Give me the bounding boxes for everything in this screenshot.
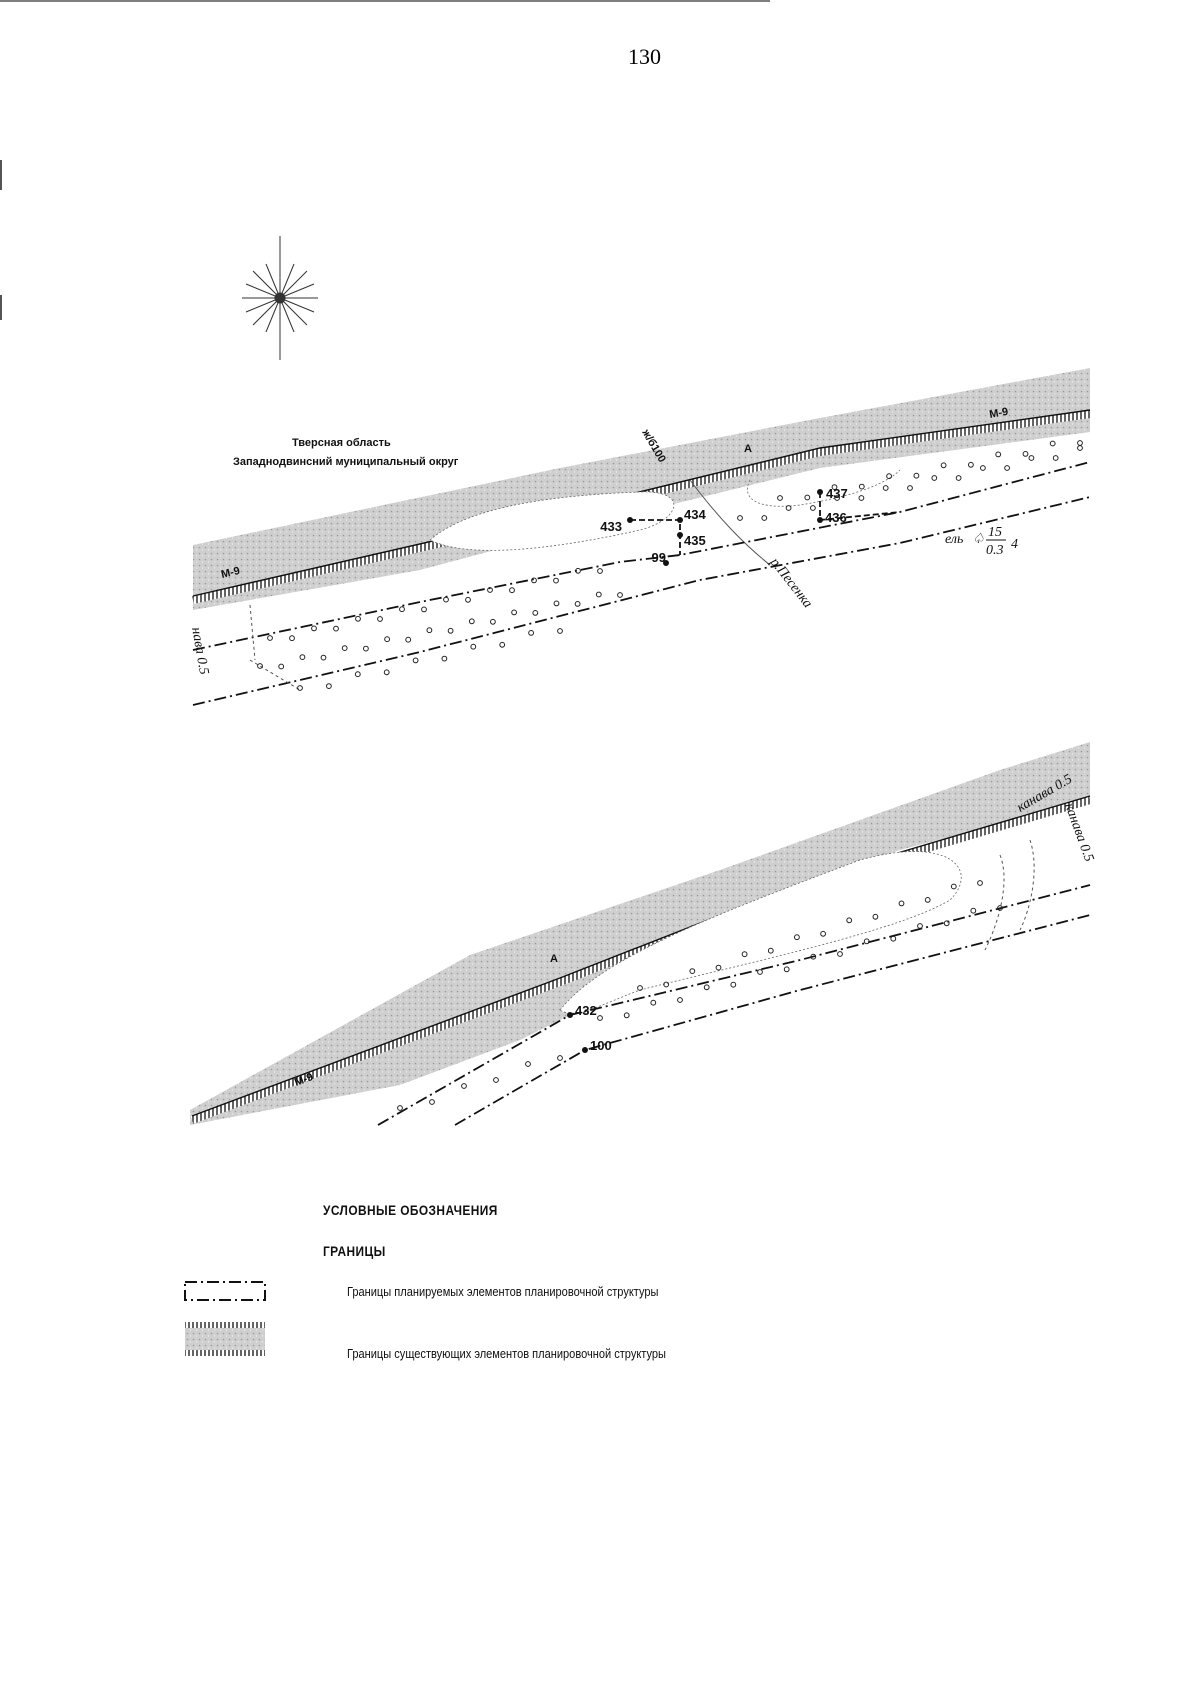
- vegetation-marker: [554, 578, 559, 583]
- road-label: М-9: [292, 1071, 315, 1089]
- vegetation-marker: [327, 684, 332, 689]
- ditch-label: канава 0.5: [1014, 771, 1075, 816]
- vegetation-marker: [762, 516, 767, 521]
- point-label-99: 99: [651, 550, 666, 565]
- ditch-label: нава 0.5: [188, 626, 212, 676]
- vegetation-marker: [575, 602, 580, 607]
- vegetation-marker: [956, 476, 961, 481]
- vegetation-marker: [738, 516, 743, 521]
- vegetation-marker: [981, 466, 986, 471]
- point-label-432: 432: [575, 1003, 597, 1018]
- vegetation-marker: [651, 1000, 656, 1005]
- vegetation-marker: [342, 646, 347, 651]
- vegetation-marker: [598, 1016, 603, 1021]
- vegetation-marker: [355, 672, 360, 677]
- ditch-label: канава 0.5: [1061, 801, 1097, 864]
- vegetation-marker: [704, 985, 709, 990]
- vegetation-marker: [312, 626, 317, 631]
- vegetation-marker: [1053, 456, 1058, 461]
- vegetation-marker: [1050, 441, 1055, 446]
- vegetation-marker: [427, 628, 432, 633]
- legend-title: УСЛОВНЫЕ ОБОЗНАЧЕНИЯ: [323, 1202, 498, 1218]
- vegetation-marker: [891, 936, 896, 941]
- survey-point: [582, 1047, 588, 1053]
- survey-point: [627, 517, 633, 523]
- tree-icon: ♤: [972, 532, 985, 547]
- vegetation-marker: [618, 593, 623, 598]
- vegetation-marker: [462, 1084, 467, 1089]
- vegetation-marker: [778, 496, 783, 501]
- vegetation-marker: [678, 998, 683, 1003]
- vegetation-marker: [384, 670, 389, 675]
- legend-symbol-planned: [185, 1282, 265, 1300]
- point-label-434: 434: [684, 507, 706, 522]
- road-label: М-9: [988, 405, 1010, 421]
- vegetation-marker: [400, 607, 405, 612]
- vegetation-marker: [784, 967, 789, 972]
- vegetation-marker: [596, 592, 601, 597]
- vegetation-marker: [290, 636, 295, 641]
- survey-point: [817, 517, 823, 523]
- map-top: [188, 368, 1090, 705]
- river-label: р.Песенка: [766, 555, 816, 611]
- tree-count: 4: [1011, 537, 1018, 552]
- vegetation-marker: [298, 686, 303, 691]
- page-number: 130: [628, 44, 661, 69]
- vegetation-marker: [1005, 466, 1010, 471]
- vegetation-marker: [321, 655, 326, 660]
- vegetation-marker: [914, 473, 919, 478]
- vegetation-marker: [526, 1062, 531, 1067]
- vegetation-marker: [932, 476, 937, 481]
- vegetation-marker: [859, 496, 864, 501]
- region-label: Тверсная область: [292, 437, 391, 449]
- vegetation-marker: [378, 617, 383, 622]
- vegetation-marker: [786, 506, 791, 511]
- vegetation-marker: [1023, 452, 1028, 457]
- vegetation-marker: [887, 474, 892, 479]
- vegetation-marker: [996, 452, 1001, 457]
- vegetation-marker: [805, 495, 810, 500]
- legend-label-planned: Границы планируемых элементов планировочной структуры: [347, 1284, 659, 1299]
- vegetation-marker: [864, 939, 869, 944]
- vegetation-marker: [918, 924, 923, 929]
- vegetation-marker: [758, 970, 763, 975]
- vegetation-marker: [300, 655, 305, 660]
- vegetation-marker: [471, 644, 476, 649]
- ditch-line: [250, 605, 300, 690]
- vegetation-marker: [859, 484, 864, 489]
- vegetation-marker: [554, 601, 559, 606]
- vegetation-marker: [279, 664, 284, 669]
- district-label: Западнодвинсний муниципальный округ: [233, 456, 459, 468]
- vegetation-marker: [364, 646, 369, 651]
- vegetation-marker: [406, 637, 411, 642]
- tree-label: ель: [945, 532, 964, 547]
- vegetation-marker: [510, 588, 515, 593]
- vegetation-marker: [442, 656, 447, 661]
- vegetation-marker: [469, 619, 474, 624]
- bridge-label: ж/б100: [639, 427, 668, 465]
- legend-label-existing: Границы существующих элементов планировочной структуры: [347, 1346, 666, 1361]
- vegetation-marker: [491, 619, 496, 624]
- vegetation-marker: [268, 636, 273, 641]
- vegetation-marker: [258, 664, 263, 669]
- vegetation-marker: [598, 569, 603, 574]
- vegetation-marker: [941, 463, 946, 468]
- legend-symbol-existing-hatch: [185, 1322, 265, 1328]
- point-label-433: 433: [600, 519, 622, 534]
- vegetation-marker: [500, 642, 505, 647]
- vegetation-marker: [558, 629, 563, 634]
- compass-rose-icon: [242, 236, 318, 360]
- road-label: М-9: [219, 564, 242, 581]
- vegetation-marker: [731, 982, 736, 987]
- vegetation-marker: [466, 597, 471, 602]
- zone-label: А: [550, 953, 558, 965]
- legend-symbol-existing-hatch: [185, 1350, 265, 1356]
- vegetation-marker: [444, 597, 449, 602]
- vegetation-marker: [334, 626, 339, 631]
- vegetation-marker: [811, 506, 816, 511]
- vegetation-marker: [624, 1013, 629, 1018]
- vegetation-marker: [533, 611, 538, 616]
- vegetation-marker: [558, 1056, 563, 1061]
- point-label-437: 437: [826, 486, 848, 501]
- vegetation-marker: [529, 631, 534, 636]
- vegetation-marker: [908, 486, 913, 491]
- point-label-100: 100: [590, 1038, 612, 1053]
- vegetation-marker: [1029, 456, 1034, 461]
- vegetation-marker: [971, 908, 976, 913]
- zone-label: А: [744, 443, 752, 455]
- vegetation-marker: [944, 921, 949, 926]
- vegetation-marker: [512, 610, 517, 615]
- vegetation-marker: [430, 1100, 435, 1105]
- vegetation-marker: [838, 952, 843, 957]
- tree-height: 15: [988, 525, 1002, 540]
- point-label-435: 435: [684, 533, 706, 548]
- survey-point: [677, 532, 683, 538]
- vegetation-marker: [1078, 446, 1083, 451]
- ditch-line: [985, 840, 1034, 950]
- road-corridor-band: [193, 368, 1090, 610]
- vegetation-marker: [1078, 441, 1083, 446]
- vegetation-marker: [883, 486, 888, 491]
- vegetation-marker: [969, 462, 974, 467]
- survey-point: [817, 489, 823, 495]
- tree-diameter: 0.3: [986, 543, 1004, 558]
- vegetation-marker: [494, 1078, 499, 1083]
- vegetation-marker: [398, 1106, 403, 1111]
- vegetation-marker: [356, 616, 361, 621]
- vegetation-marker: [422, 607, 427, 612]
- vegetation-marker: [448, 628, 453, 633]
- vegetation-marker: [413, 658, 418, 663]
- map-bottom: [190, 742, 1096, 1125]
- legend-section: ГРАНИЦЫ: [323, 1243, 386, 1259]
- vegetation-marker: [978, 881, 983, 886]
- vegetation-marker: [385, 637, 390, 642]
- survey-point: [677, 517, 683, 523]
- point-label-436: 436: [825, 510, 847, 525]
- survey-point: [567, 1012, 573, 1018]
